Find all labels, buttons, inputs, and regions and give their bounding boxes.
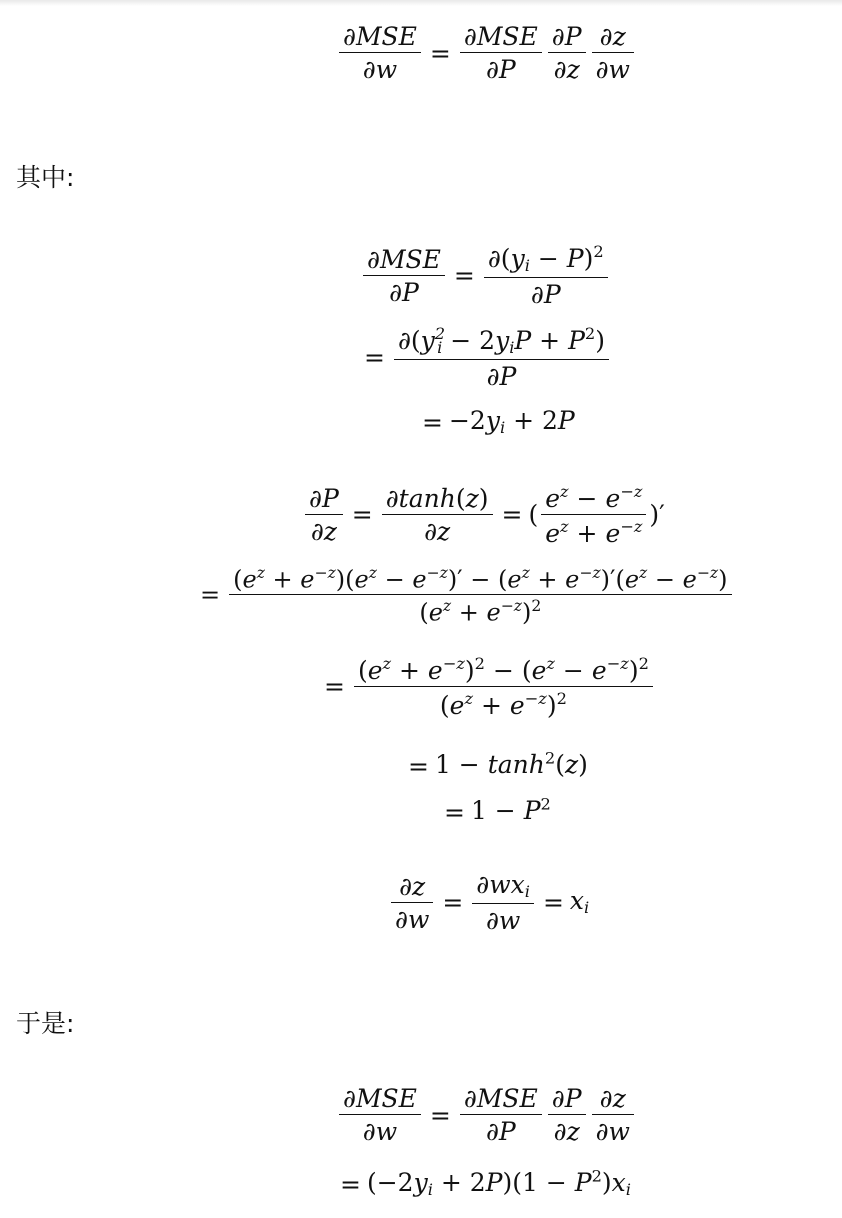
dp-dz-line-3: = $\frac{(e^z + e^{-z})^2 - (e^z - e^{-z})^2}{(e^z + e^{-z})^2}$ bbox=[318, 656, 656, 718]
where-label: 其中: bbox=[16, 163, 75, 192]
result-line-2: = $(-2y_i + 2P)(1 - P^2)x_i$ bbox=[340, 1166, 631, 1199]
dp-dz-line-4: = $1 - \tanh^2(z)$ bbox=[408, 748, 588, 781]
result-line-1: $\frac{\text{∂MSE}}{\partial w}$ = $\frac{\text{∂MSE}}{\partial P}$ $\frac{\partial P}{\partial z}$ $\frac{\partial z}{\partial w}$ bbox=[336, 1086, 637, 1144]
dmse-dp-line-1: $\frac{\text{∂MSE}}{\partial P}$ = $\frac{\partial(y_i - P)^2}{\partial P}$ bbox=[360, 244, 611, 307]
top-edge-shadow bbox=[0, 0, 842, 6]
dz-dw-equation: $\frac{\partial z}{\partial w}$ = $\frac{\partial wx_i}{\partial w}$ = $x_i$ bbox=[388, 872, 589, 933]
chain-rule-equation: $\frac{\text{∂MSE}}{\partial w}$ = $\frac{\text{∂MSE}}{\partial P}$ $\frac{\partial P}{\partial z}$ $\frac{\partial z}{\partial w}$ bbox=[336, 24, 637, 82]
therefore-label: 于是: bbox=[16, 1009, 75, 1038]
dp-dz-line-1: $\frac{\partial P}{\partial z}$ = $\frac{\partial\tanh(z)}{\partial z}$ = ( $\frac{e^z - e^{-z}}{e^z + e^{-z}}$ )′ bbox=[302, 484, 665, 546]
dmse-dp-line-2: = $\frac{\partial(y^2_i - 2y_iP + P^2)}{\partial P}$ bbox=[358, 326, 612, 389]
dmse-dp-line-3: = $-2y_i + 2P$ bbox=[422, 406, 575, 438]
dp-dz-line-5: = $1 - P^2$ bbox=[444, 794, 551, 827]
dp-dz-line-2: = $\frac{(e^z + e^{-z})(e^z - e^{-z})' - (e^z + e^{-z})'(e^z - e^{-z})}{(e^z + e^{-z})^2}$ bbox=[194, 566, 735, 625]
